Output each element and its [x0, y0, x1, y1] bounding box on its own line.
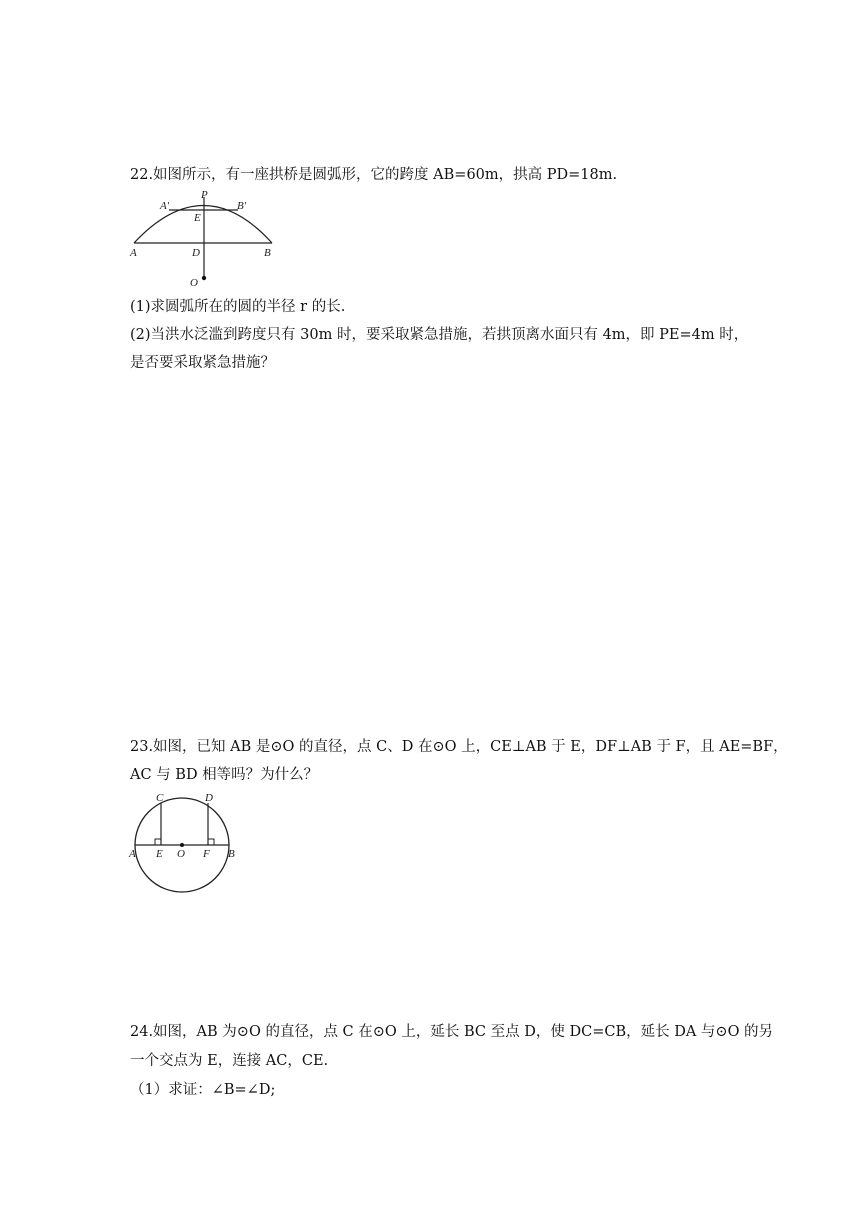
bridge-arc — [134, 206, 272, 244]
label-b1: B′ — [237, 200, 247, 212]
label-o: O — [177, 848, 185, 860]
q22-part2-line1: (2)当洪水泛滥到跨度只有 30m 时，要采取紧急措施，若拱顶离水面只有 4m，即 PE=4m 时， — [130, 327, 749, 343]
label-d: D — [205, 792, 213, 804]
label-b: B — [264, 247, 271, 259]
q22-part1: (1)求圆弧所在的圆的半径 r 的长. — [130, 299, 346, 315]
q22-arch-bridge-figure — [126, 188, 286, 288]
q24-stem-line2: 一个交点为 E，连接 AC，CE. — [130, 1053, 329, 1069]
center-point — [180, 843, 184, 847]
label-a: A — [129, 848, 136, 860]
label-o: O — [190, 277, 198, 288]
q22-part2-line2: 是否要采取紧急措施？ — [130, 355, 275, 371]
label-a: A — [130, 247, 137, 259]
label-e: E — [156, 848, 163, 860]
q23-stem-line2: AC 与 BD 相等吗？为什么？ — [130, 767, 319, 783]
label-p: P — [201, 189, 208, 201]
q22-stem: 22.如图所示，有一座拱桥是圆弧形，它的跨度 AB=60m，拱高 PD=18m. — [130, 167, 618, 183]
q23-circle-figure — [128, 788, 240, 894]
label-c: C — [156, 792, 164, 804]
label-b: B — [228, 848, 235, 860]
label-e: E — [194, 212, 201, 224]
label-a1: A′ — [160, 200, 170, 212]
q23-stem-line1: 23.如图，已知 AB 是⊙O 的直径，点 C、D 在⊙O 上，CE⊥AB 于 E，DF⊥AB 于 F，且 AE=BF， — [130, 739, 788, 755]
label-f: F — [203, 848, 210, 860]
q24-part1: （1）求证：∠B=∠D; — [130, 1082, 276, 1098]
right-angle-f — [208, 839, 214, 845]
right-angle-e — [155, 839, 161, 845]
q24-stem-line1: 24.如图，AB 为⊙O 的直径，点 C 在⊙O 上，延长 BC 至点 D，使 DC=CB，延长 DA 与⊙O 的另 — [130, 1024, 774, 1040]
center-o — [202, 276, 206, 280]
label-d: D — [192, 247, 200, 259]
